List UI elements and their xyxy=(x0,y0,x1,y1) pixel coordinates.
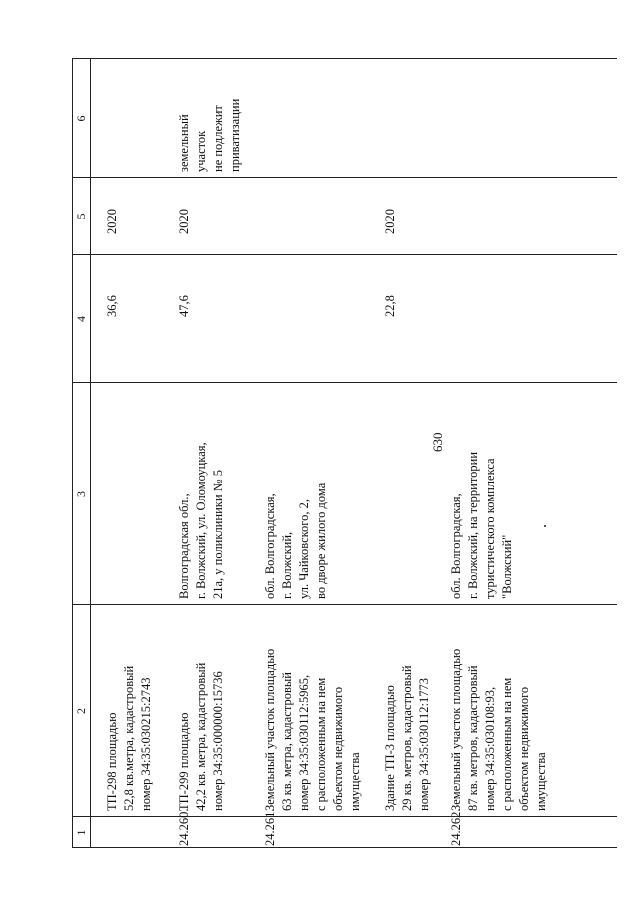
column-divider xyxy=(72,604,617,605)
header-divider xyxy=(90,58,91,848)
cell-note: земельный участок не подлежит приватизации xyxy=(177,98,242,172)
cell-address: Волгоградская обл., г. Волжский, ул. Оломоуцкая, 21а, у поликлиники № 5 xyxy=(177,442,225,599)
cell-address: обл. Волгоградская, г. Волжский, на территории туристического комплекса "Волжский" xyxy=(449,451,514,599)
cell-row-number: 24.261. xyxy=(263,808,277,846)
cell-object: ТП-298 площадью 52,8 кв.метра, кадастровый номер 34:35:030215:2743 xyxy=(105,665,153,811)
column-divider xyxy=(72,382,617,383)
cell-year: 2020 xyxy=(105,209,119,234)
cell-row-number: 24.260. xyxy=(177,808,191,846)
header-col-2: 2 xyxy=(74,708,88,714)
header-col-6: 6 xyxy=(74,115,88,122)
cell-year: 2020 xyxy=(383,209,397,234)
cell-object: Здание ТП-3 площадью 29 кв. метров, кадастровый номер 34:35:030112:1773 xyxy=(383,665,431,811)
cell-object: Земельный участок площадью 63 кв. метра, кадастровый номер 34:35:030112:5965, с расположенным на нем объектом недвижимого имущества xyxy=(263,648,362,811)
page-number: 630 xyxy=(430,432,445,452)
cell-object: ТП-299 площадью 42,2 кв. метра, кадастровый номер 34:35:000000:15736 xyxy=(177,662,225,811)
table-border-right xyxy=(72,58,617,59)
cell-year: 2020 xyxy=(177,209,191,234)
header-col-4: 4 xyxy=(74,316,88,322)
column-divider xyxy=(72,816,617,817)
header-col-1: 1 xyxy=(74,829,88,836)
column-divider xyxy=(72,254,617,255)
cell-area: 36,6 xyxy=(105,295,119,317)
column-divider xyxy=(72,177,617,178)
data-table xyxy=(72,58,617,848)
header-col-5: 5 xyxy=(74,213,88,220)
cell-object: Земельный участок площадью 87 кв. метров, кадастровый номер 34:35:030108:93, с расположенным на нем объектом недвижимого имущества xyxy=(449,648,548,811)
cell-row-number: 24.262. xyxy=(449,808,463,846)
cell-address: обл. Волгоградская, г. Волжский, ул. Чайковского, 2, во дворе жилого дома xyxy=(263,482,328,599)
table-border-left xyxy=(72,847,617,848)
header-col-3: 3 xyxy=(74,491,88,497)
cell-area: 22,8 xyxy=(383,295,397,317)
cell-area: 47,6 xyxy=(177,295,191,317)
